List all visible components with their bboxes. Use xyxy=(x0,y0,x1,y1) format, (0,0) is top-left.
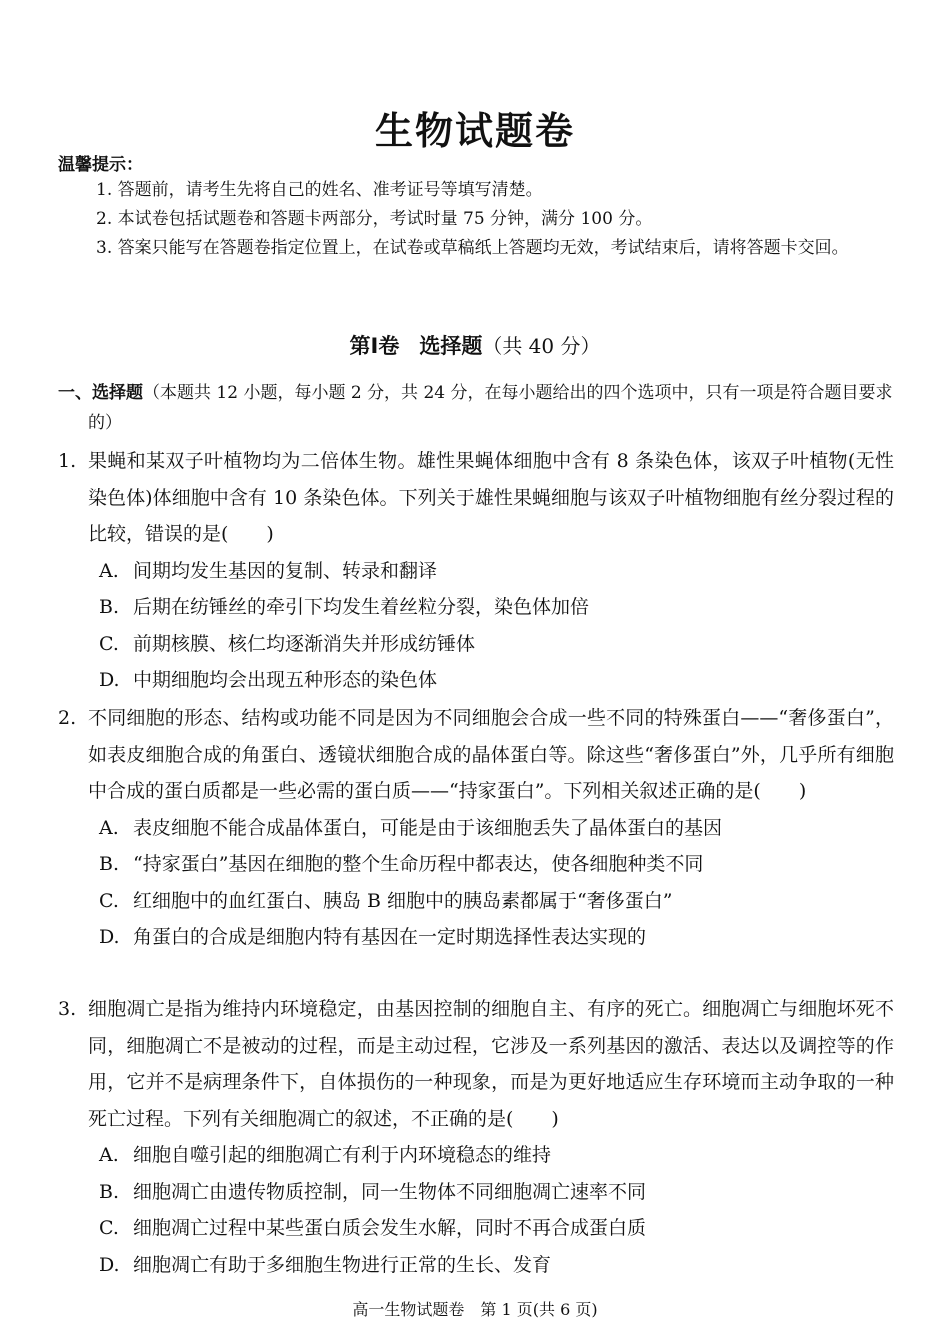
question-number: 1. xyxy=(58,450,77,472)
option-text: 细胞凋亡由遗传物质控制，同一生物体不同细胞凋亡速率不同 xyxy=(133,1180,647,1203)
option-label: B. xyxy=(99,596,120,618)
option-label: A. xyxy=(99,1144,119,1166)
option-label: B. xyxy=(99,853,120,875)
option-text: 细胞凋亡有助于多细胞生物进行正常的生长、发育 xyxy=(133,1253,552,1276)
option-b xyxy=(58,1174,894,1211)
option-text: “持家蛋白”基因在细胞的整个生命历程中都表达，使各细胞种类不同 xyxy=(133,853,704,875)
question-stem xyxy=(58,443,894,553)
option-label: C. xyxy=(99,632,119,655)
option-text: 角蛋白的合成是细胞内特有基因在一定时期选择性表达实现的 xyxy=(133,926,647,948)
part-heading xyxy=(0,330,950,360)
option-text: 中期细胞均会出现五种形态的染色体 xyxy=(133,669,438,691)
option-label: C. xyxy=(99,889,119,912)
option-text: 表皮细胞不能合成晶体蛋白，可能是由于该细胞丢失了晶体蛋白的基因 xyxy=(133,816,723,839)
option-label: A. xyxy=(99,816,119,839)
option-text: 红细胞中的血红蛋白、胰岛 B 细胞中的胰岛素都属于“奢侈蛋白” xyxy=(133,889,673,912)
option-a xyxy=(58,1137,894,1174)
option-a xyxy=(58,553,894,590)
tip-item-1: 1. 答题前，请考生先将自己的姓名、准考证号等填写清楚。 xyxy=(96,180,543,200)
option-b xyxy=(58,846,894,883)
option-label: A. xyxy=(99,559,119,582)
option-label: D. xyxy=(99,926,120,948)
question-text: 细胞凋亡是指为维持内环境稳定，由基因控制的细胞自主、有序的死亡。细胞凋亡与细胞坏死不同，细胞凋亡不是被动的过程，而是主动过程，它涉及一系列基因的激活、表达以及调控等的作用，它并不是病理条件下，自体损伤的一种现象，而是为更好地适应生存环境而主动争取的一种死亡过程。下列有关细胞凋亡的叙述，不正确的是( ) xyxy=(88,998,894,1130)
question-text: 果蝇和某双子叶植物均为二倍体生物。雄性果蝇体细胞中含有 8 条染色体，该双子叶植物(无性染色体)体细胞中含有 10 条染色体。下列关于雄性果蝇细胞与该双子叶植物细胞有丝分裂过程的比较，错误的是( ) xyxy=(88,450,894,545)
option-text: 细胞自噬引起的细胞凋亡有利于内环境稳态的维持 xyxy=(133,1144,552,1166)
section-label: 一、选择题 xyxy=(58,383,143,403)
section-desc: （本题共 12 小题，每小题 2 分，共 24 分，在每小题给出的四个选项中，只有一项是符合题目要求的） xyxy=(88,383,893,433)
option-label: D. xyxy=(99,669,120,691)
option-c xyxy=(58,626,894,663)
question-number: 2. xyxy=(58,707,77,729)
page-title: 生物试题卷 xyxy=(374,109,575,153)
section-heading xyxy=(58,378,894,438)
option-text: 前期核膜、核仁均逐渐消失并形成纺锤体 xyxy=(133,632,476,655)
option-d xyxy=(58,1247,894,1284)
question-text: 不同细胞的形态、结构或功能不同是因为不同细胞会合成一些不同的特殊蛋白——“奢侈蛋白”，如表皮细胞合成的角蛋白、透镜状细胞合成的晶体蛋白等。除这些“奢侈蛋白”外，几乎所有细胞中合成的蛋白质都是一些必需的蛋白质——“持家蛋白”。下列相关叙述正确的是( ) xyxy=(88,707,894,802)
tips-heading: 温馨提示： xyxy=(58,155,143,175)
option-d xyxy=(58,662,894,699)
part-score: （共 40 分） xyxy=(482,334,601,358)
option-text: 后期在纺锤丝的牵引下均发生着丝粒分裂，染色体加倍 xyxy=(133,596,590,618)
option-a xyxy=(58,810,894,847)
question-1 xyxy=(58,443,894,699)
tip-item-3: 3. 答案只能写在答题卷指定位置上，在试卷或草稿纸上答题均无效，考试结束后，请将答题卡交回。 xyxy=(96,238,849,258)
option-label: B. xyxy=(99,1180,120,1203)
option-c xyxy=(58,883,894,920)
option-b xyxy=(58,589,894,626)
tip-item-2: 2. 本试卷包括试题卷和答题卡两部分，考试时量 75 分钟，满分 100 分。 xyxy=(96,209,653,229)
page-footer: 高一生物试题卷 第 1 页(共 6 页) xyxy=(352,1300,598,1319)
question-3 xyxy=(58,991,894,1283)
option-label: D. xyxy=(99,1253,120,1276)
question-number: 3. xyxy=(58,998,77,1020)
option-text: 细胞凋亡过程中某些蛋白质会发生水解，同时不再合成蛋白质 xyxy=(133,1217,647,1239)
part-label: 第Ⅰ卷 xyxy=(349,334,400,358)
option-c xyxy=(58,1210,894,1247)
question-2 xyxy=(58,700,894,956)
option-label: C. xyxy=(99,1217,119,1239)
option-d xyxy=(58,919,894,956)
option-text: 间期均发生基因的复制、转录和翻译 xyxy=(133,559,438,582)
part-name: 选择题 xyxy=(419,334,483,358)
question-stem xyxy=(58,700,894,810)
question-stem xyxy=(58,991,894,1137)
